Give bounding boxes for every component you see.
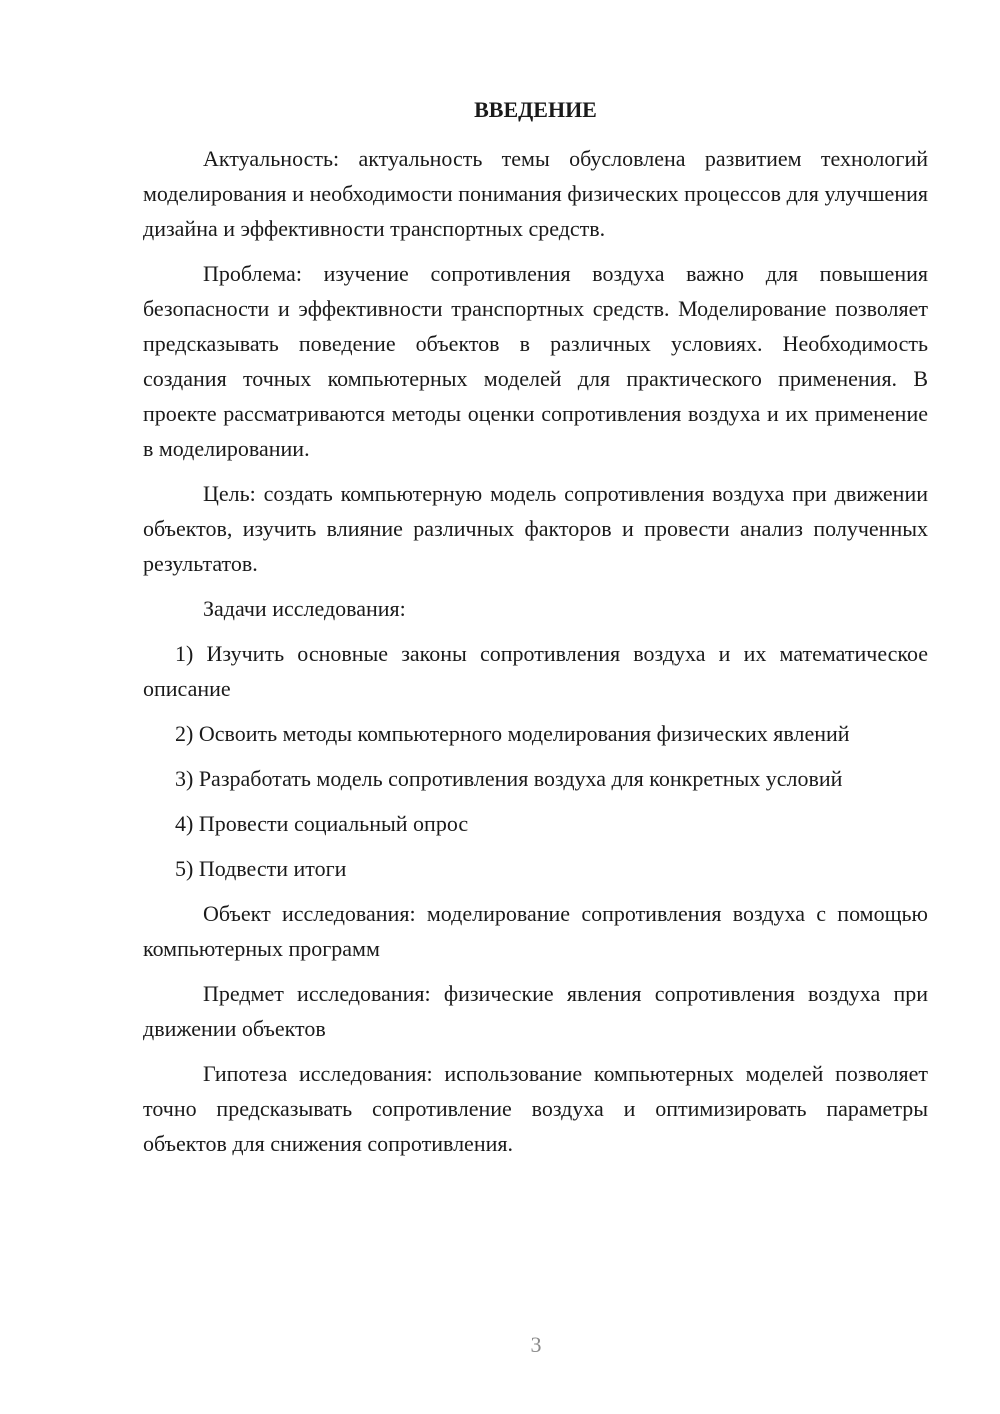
task-item-2: 2) Освоить методы компьютерного моделирования физических явлений	[175, 721, 850, 746]
paragraph-goal: Цель: создать компьютерную модель сопротивления воздуха при движении объектов, изучить влияние различных факторов и провести анализ полученных результатов.	[143, 481, 928, 576]
task-item-1: 1) Изучить основные законы сопротивления воздуха и их математическое описание	[143, 641, 928, 701]
task-item-3: 3) Разработать модель сопротивления воздуха для конкретных условий	[175, 766, 843, 791]
task-item-5: 5) Подвести итоги	[175, 856, 347, 881]
paragraph-tasks-heading: Задачи исследования:	[203, 596, 406, 621]
page-content	[143, 95, 928, 1171]
section-title: ВВЕДЕНИЕ	[474, 97, 597, 122]
paragraph-relevance: Актуальность: актуальность темы обусловлена развитием технологий моделирования и необходимости понимания физических процессов для улучшения дизайна и эффективности транспортных средств.	[143, 146, 928, 241]
paragraph-hypothesis: Гипотеза исследования: использование компьютерных моделей позволяет точно предсказывать сопротивление воздуха и оптимизировать параметры объектов для снижения сопротивления.	[143, 1061, 928, 1156]
paragraph-problem: Проблема: изучение сопротивления воздуха важно для повышения безопасности и эффективности транспортных средств. Моделирование позволяет предсказывать поведение объектов в различных условиях. Необходимость создания точных компьютерных моделей для практического применения. В проекте рассматриваются методы оценки сопротивления воздуха и их применение в моделировании.	[143, 261, 928, 461]
task-item-4: 4) Провести социальный опрос	[175, 811, 469, 836]
page-number: 3	[530, 1332, 542, 1357]
paragraph-object: Объект исследования: моделирование сопротивления воздуха с помощью компьютерных программ	[143, 901, 928, 961]
paragraph-subject: Предмет исследования: физические явления сопротивления воздуха при движении объектов	[143, 981, 928, 1041]
